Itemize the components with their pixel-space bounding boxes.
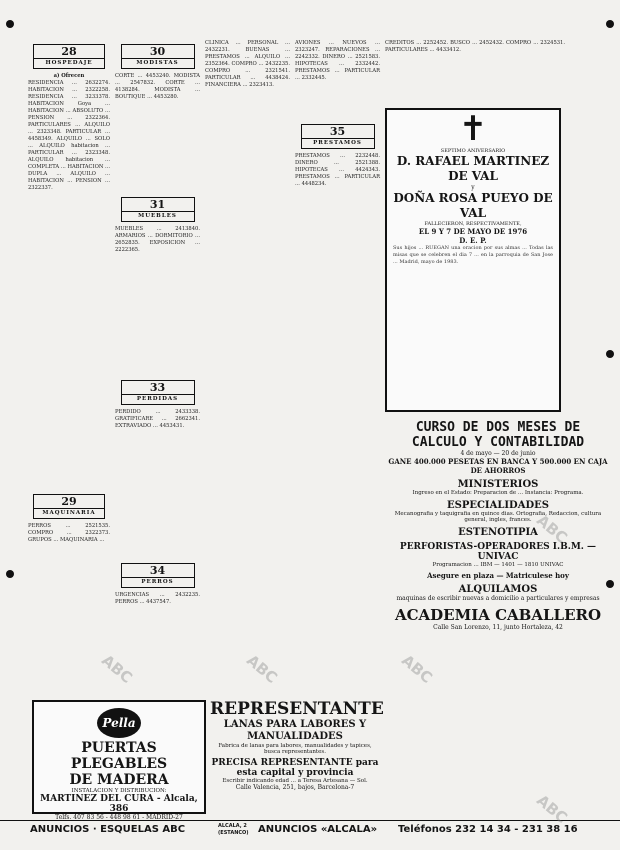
section-header-29 — [33, 494, 105, 519]
section-header-30 — [121, 44, 195, 69]
section-header-33 — [121, 380, 195, 405]
column-3 — [205, 40, 290, 690]
cross-icon: ✝ — [458, 109, 488, 149]
obituary-date: EL 9 Y 7 DE MAYO DE 1976 — [418, 227, 528, 236]
subsection-label: a) Ofrecen — [53, 73, 85, 79]
registration-mark — [6, 20, 14, 28]
classified-text: CORTE ... 4453240. MODISTA ... 2547832. CORTE ... 4138284. MODISTA ... BOUTIQUE ... 4453280. — [115, 73, 202, 100]
classified-text: RESIDENCIA ... 2632274. HABITACION ... 2322258. RESIDENCIA ... 3233378. HABITACION Goya ... HABITACION ... ABSOLUTO ... PENSION ... 2322364. PARTICULARES ... ALQUILO ... 2323348. PARTICULAR ... 4458349. ALQUILO ... SOLO ... ALQUILO habitacion ... PARTICULAR ... 2323348. ALQUILO habitacion ... COMPLETA ... HABITACION ... DUPLA ... ALQUILO ... HABITACION ... PENSION ... 2322337. — [28, 80, 112, 191]
conjunction: y — [471, 184, 475, 191]
section-label: PRESTAMOS — [302, 138, 374, 148]
abc-watermark: ABC — [98, 651, 136, 687]
classified-text: MUEBLES ... 2413840. ARMARIOS ... DORMITORIO ... 2652835. EXPOSICION ... 2222365. — [115, 226, 202, 253]
academy-address: Calle San Lorenzo, 11, junto Hortaleza, 42 — [433, 624, 563, 631]
column-prestamos — [295, 40, 380, 690]
classified-text: URGENCIAS ... 2432235. PERROS ... 4437547. — [115, 592, 202, 605]
obituary-notice — [385, 108, 561, 412]
section-number: 29 — [61, 495, 77, 508]
registration-mark — [606, 350, 614, 358]
academy-name: ACADEMIA CABALLERO — [394, 606, 602, 624]
section-label: MUEBLES — [122, 211, 194, 221]
section-header-31 — [121, 197, 195, 222]
classified-text: AVIONES ... NUEVOS ... 2323247. REPARACIONES ... 2242332. DINERO ... 2521583. HIPOTECAS ... 2332442. PRESTAMOS ... PARTICULAR ... 2332445. — [295, 40, 382, 81]
section-label: MODISTAS — [122, 58, 194, 68]
footer-left: ANUNCIOS · ESQUELAS ABC — [30, 824, 186, 835]
rep-heading: REPRESENTANTE — [210, 699, 384, 719]
footer-bar — [0, 820, 620, 839]
section-header-35 — [301, 124, 375, 149]
abc-watermark: ABC — [398, 651, 436, 687]
section-label: PERROS — [122, 577, 194, 587]
section-number: 33 — [149, 381, 166, 394]
pella-distribution: INSTALACION Y DISTRIBUCION: — [71, 788, 167, 794]
footer-address: ALCALA, 2 — [218, 823, 247, 829]
course-dates: 4 de mayo — 20 de junio — [460, 450, 536, 457]
alquilamos-heading: ALQUILAMOS — [458, 584, 538, 595]
section-number: 35 — [329, 125, 346, 138]
estenotipia-heading: ESTENOTIPIA — [458, 527, 538, 538]
especialidades-body: Mecanografia y taquigrafia en quince dias. Ortografia, Redaccion, cultura general, ingles, frances. — [394, 511, 602, 523]
pella-title: PUERTAS PLEGABLES — [70, 740, 168, 772]
ministerios-heading: MINISTERIOS — [457, 479, 539, 490]
obituary-fallecieron: FALLECIERON, RESPECTIVAMENTE, — [424, 221, 522, 227]
perforistas-heading: PERFORISTAS-OPERADORES I.B.M. — UNIVAC — [399, 542, 597, 562]
classified-text: PERROS ... 2521535. COMPRO ... 2322373. GRUPOS ... MAQUINARIA ... — [28, 523, 112, 543]
classified-text: PERDIDO ... 2433338. GRATIFICARE ... 2662341. EXTRAVIADO ... 4453431. — [115, 409, 202, 429]
perforistas-body: Programacion ... IBM — 1401 — 1810 UNIVAC — [432, 562, 564, 568]
section-number: 28 — [61, 45, 77, 58]
ministerios-body: Ingreso en el Estado: Preparacion de ... Instancia: Programa. — [412, 490, 584, 496]
section-label: PERDIDAS — [122, 394, 194, 404]
academy-ad — [388, 420, 608, 631]
anniversary-label: SEPTIMO ANIVERSARIO — [440, 148, 506, 154]
rep-body-2: Escribir indicando edad ... a Teresa Artesana — Sol. — [222, 778, 368, 784]
footer-anuncios-alcala: ANUNCIOS «ALCALA» — [258, 824, 378, 835]
section-header-34 — [121, 563, 195, 588]
section-number: 34 — [149, 564, 166, 577]
abc-watermark: ABC — [533, 511, 571, 547]
registration-mark — [606, 20, 614, 28]
matriculese-line: Asegure en plaza — Matriculese hoy — [427, 571, 569, 580]
classified-text: PRESTAMOS ... 2232448. DINERO ... 2521388. HIPOTECAS ... 4424343. PRESTAMOS ... PARTICULAR ... 4448234. — [295, 153, 382, 187]
especialidades-heading: ESPECIALIDADES — [446, 500, 550, 511]
rep-subheading: LANAS PARA LABORES Y MANUALIDADES — [223, 719, 367, 742]
alquilamos-body: maquinas de escribir nuevas a domicilio a particulares y empresas — [396, 595, 600, 602]
pella-ad — [32, 700, 206, 821]
pella-phones: Telfs. 407 83 56 - 448 98 61 - MADRID-27 — [55, 814, 183, 821]
section-number: 31 — [149, 198, 166, 211]
footer-phones: Teléfonos 232 14 34 - 231 38 16 — [398, 824, 578, 835]
column-modistas — [115, 40, 200, 690]
column-hospedaje — [28, 40, 110, 690]
rep-body: Fabrica de lanas para labores, manualidades y tapices, busca representantes. — [218, 743, 372, 755]
course-promo: GANE 400.000 PESETAS EN BANCA Y 500.000 EN CAJA DE AHORROS — [388, 457, 608, 475]
registration-mark — [606, 580, 614, 588]
deceased-name-1: D. RAFAEL MARTINEZ DE VAL — [396, 154, 550, 183]
pella-address: MARTINEZ DEL CURA - Alcala, 386 — [40, 794, 198, 814]
obituary-rip: D. E. P. — [459, 236, 487, 245]
section-label: HOSPEDAJE — [34, 58, 104, 68]
abc-watermark: ABC — [533, 791, 571, 827]
section-header-28 — [33, 44, 105, 69]
classified-text: CREDITOS ... 2252452. BUSCO ... 2452432. COMPRO ... 2324531. PARTICULARES ... 4433412. — [385, 40, 567, 53]
rep-address: Calle Valencia, 251, bajos, Barcelona-7 — [235, 784, 355, 791]
obituary-body: Sus hijos ... RUEGAN una oracion por sus almas ... Todas las misas que se celebren el dia 7 ... en la parroquia de San Jose ... Madrid, mayo de 1983. — [393, 245, 553, 265]
footer-estanco: (ESTANCO) — [218, 830, 249, 836]
rep-precisa: PRECISA REPRESENTANTE para esta capital y provincia — [211, 758, 379, 778]
course-title: CURSO DE DOS MESES DE CALCULO Y CONTABILIDAD — [411, 420, 585, 450]
section-label: MAQUINARIA — [34, 508, 104, 518]
classified-text: CLINICA ... PERSONAL ... 2432231. BUENAS ... PRESTAMOS ... ALQUILO ... 2352364. COMPRO ... 2432235. COMPRO ... 2321541. PARTICULAR ... 4438424. FINANCIERA ... 2323413. — [205, 40, 292, 88]
abc-watermark: ABC — [243, 651, 281, 687]
section-number: 30 — [149, 45, 166, 58]
representante-ad — [210, 699, 384, 820]
pella-subtitle: DE MADERA — [69, 772, 169, 788]
registration-mark — [6, 570, 14, 578]
deceased-name-2: DOÑA ROSA PUEYO DE VAL — [393, 191, 553, 220]
column-5 — [385, 40, 565, 102]
pella-logo: Pella — [97, 708, 141, 738]
